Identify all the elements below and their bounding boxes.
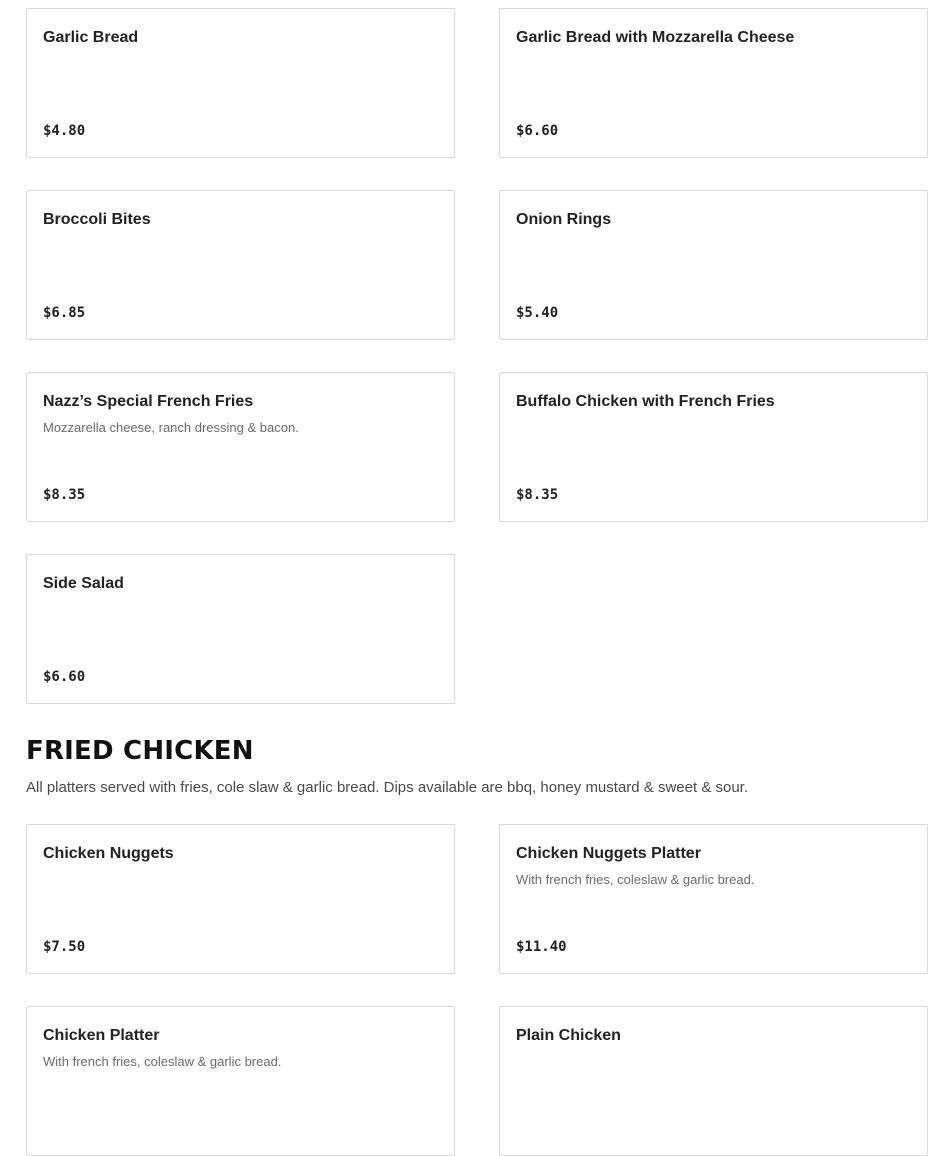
menu-item-name: Side Salad <box>43 575 124 592</box>
menu-item-card[interactable] <box>499 372 928 522</box>
menu-item-card[interactable] <box>26 554 455 704</box>
menu-item-price: $6.60 <box>516 123 559 139</box>
menu-item-description: With french fries, coleslaw & garlic bread. <box>43 1054 282 1069</box>
menu-item-card[interactable] <box>26 8 455 158</box>
menu-item-card[interactable] <box>26 372 455 522</box>
menu-item-card[interactable] <box>26 824 455 974</box>
menu-item-name: Garlic Bread <box>43 29 139 46</box>
menu-item-price: $11.40 <box>516 939 567 955</box>
menu-item-card[interactable] <box>499 190 928 340</box>
menu-item-price: $6.60 <box>43 669 86 685</box>
menu-item-name: Chicken Nuggets <box>43 845 174 862</box>
menu-item-price: $8.35 <box>516 487 559 503</box>
menu-item-card[interactable] <box>499 1006 928 1156</box>
menu-item-price: $6.85 <box>43 305 86 321</box>
menu-item-name: Chicken Nuggets Platter <box>516 845 701 862</box>
menu-item-card[interactable] <box>499 8 928 158</box>
sides-menu-grid <box>26 8 928 704</box>
fried-chicken-menu-grid <box>26 824 928 1156</box>
menu-item-price: $8.35 <box>43 487 86 503</box>
menu-item-description: Mozzarella cheese, ranch dressing & bacon. <box>43 420 299 435</box>
menu-item-name: Broccoli Bites <box>43 211 151 228</box>
menu-item-name: Plain Chicken <box>516 1027 621 1044</box>
menu-item-price: $5.40 <box>516 305 559 321</box>
menu-item-name: Buffalo Chicken with French Fries <box>516 393 775 410</box>
menu-item-name: Nazz’s Special French Fries <box>43 393 254 410</box>
menu-item-card[interactable] <box>499 824 928 974</box>
menu-item-name: Chicken Platter <box>43 1027 160 1044</box>
menu-item-name: Garlic Bread with Mozzarella Cheese <box>516 29 795 46</box>
menu-item-price: $7.50 <box>43 939 86 955</box>
section-title-fried-chicken: FRIED CHICKEN <box>26 736 254 766</box>
menu-item-card[interactable] <box>26 190 455 340</box>
menu-item-price: $4.80 <box>43 123 86 139</box>
menu-item-description: With french fries, coleslaw & garlic bread. <box>516 872 755 887</box>
menu-item-card[interactable] <box>26 1006 455 1156</box>
menu-item-name: Onion Rings <box>516 211 612 228</box>
section-description-fried-chicken: All platters served with fries, cole slaw & garlic bread. Dips available are bbq, honey mustard & sweet & sour. <box>26 779 749 796</box>
